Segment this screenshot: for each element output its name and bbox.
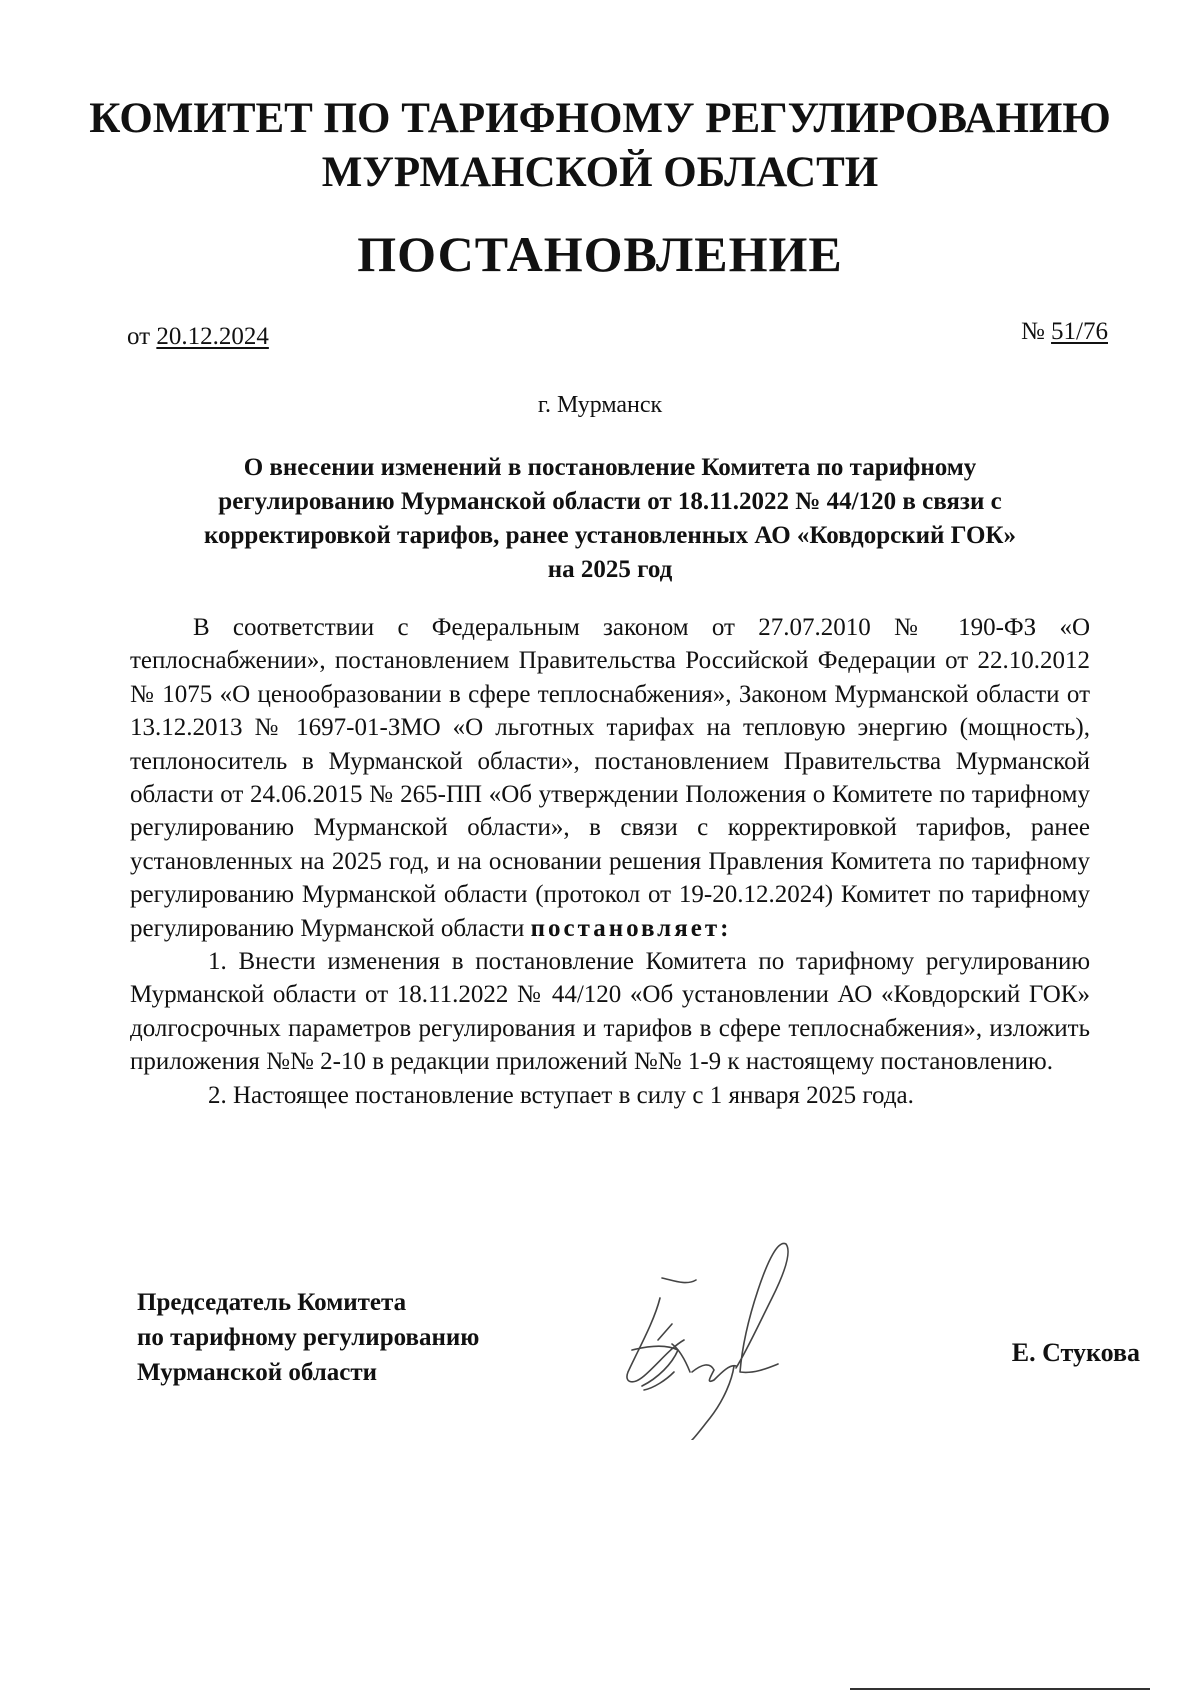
signer-position-line: Председатель Комитета <box>137 1289 407 1316</box>
heading-line: О внесении изменений в постановление Комитета по тарифному <box>243 454 977 481</box>
resolution-item-2 <box>130 1079 1090 1112</box>
document-heading <box>130 451 1090 587</box>
number-value: 51/76 <box>1051 318 1108 345</box>
number-prefix: № <box>1020 318 1045 345</box>
heading-line: корректировкой тарифов, ранее установленных АО «Ковдорский ГОК» <box>203 522 1017 549</box>
heading-line: регулированию Мурманской области от 18.11.2022 № 44/120 в связи с <box>218 488 1002 515</box>
city: г. Мурманск <box>537 392 663 418</box>
document-date <box>127 323 269 351</box>
item-text: Настоящее постановление вступает в силу с 1 января 2025 года. <box>233 1081 914 1109</box>
resolves-word: постановляет: <box>530 914 732 942</box>
document-body <box>130 611 1090 1112</box>
preamble-paragraph <box>130 611 1090 945</box>
item-number: 2. <box>208 1081 227 1109</box>
signer-name: Е. Стукова <box>1011 1338 1140 1367</box>
document-type: ПОСТАНОВЛЕНИЕ <box>357 226 843 282</box>
document-number <box>1021 318 1108 346</box>
signer-position-line: Мурманской области <box>137 1359 378 1386</box>
preamble-text: В соответствии с Федеральным законом от 27.07.2010 № 190-ФЗ «О теплоснабжении», постановлением Правительства Российской Федерации от 22.10.2012 № 1075 «О ценообразовании в сфере теплоснабжения», Законом Мурманской области от 13.12.2013 № 1697-01-ЗМО «О льготных тарифах на тепловую энергию (мощность), теплоноситель в Мурманской области», постановлением Правительства Мурманской области от 24.06.2015 № 265-ПП «Об утверждении Положения о Комитете по тарифному регулированию Мурманской области», в связи с корректировкой тарифов, ранее установленных на 2025 год, и на основании решения Правления Комитета по тарифному регулированию Мурманской области (протокол от 19-20.12.2024) Комитет по тарифному регулированию Мурманской области <box>130 614 1090 942</box>
footer-divider <box>850 1688 1150 1690</box>
signer-position <box>137 1285 479 1390</box>
signer-position-line: по тарифному регулированию <box>137 1324 480 1351</box>
date-prefix: от <box>127 323 151 350</box>
handwritten-signature-icon <box>614 1240 854 1440</box>
organization-title <box>0 92 1200 200</box>
date-value: 20.12.2024 <box>156 323 269 350</box>
item-number: 1. <box>208 948 227 976</box>
organization-title-line-2: МУРМАНСКОЙ ОБЛАСТИ <box>321 149 879 196</box>
organization-title-line-1: КОМИТЕТ ПО ТАРИФНОМУ РЕГУЛИРОВАНИЮ <box>89 95 1111 142</box>
heading-line: на 2025 год <box>547 556 673 583</box>
item-text: Внести изменения в постановление Комитета по тарифному регулированию Мурманской области от 18.11.2022 № 44/120 «Об установлении АО «Ковдорский ГОК» долгосрочных параметров регулирования и тарифов в сфере теплоснабжения», изложить приложения №№ 2-10 в редакции приложений №№ 1-9 к настоящему постановлению. <box>130 948 1091 1076</box>
resolution-item-1 <box>130 945 1090 1079</box>
